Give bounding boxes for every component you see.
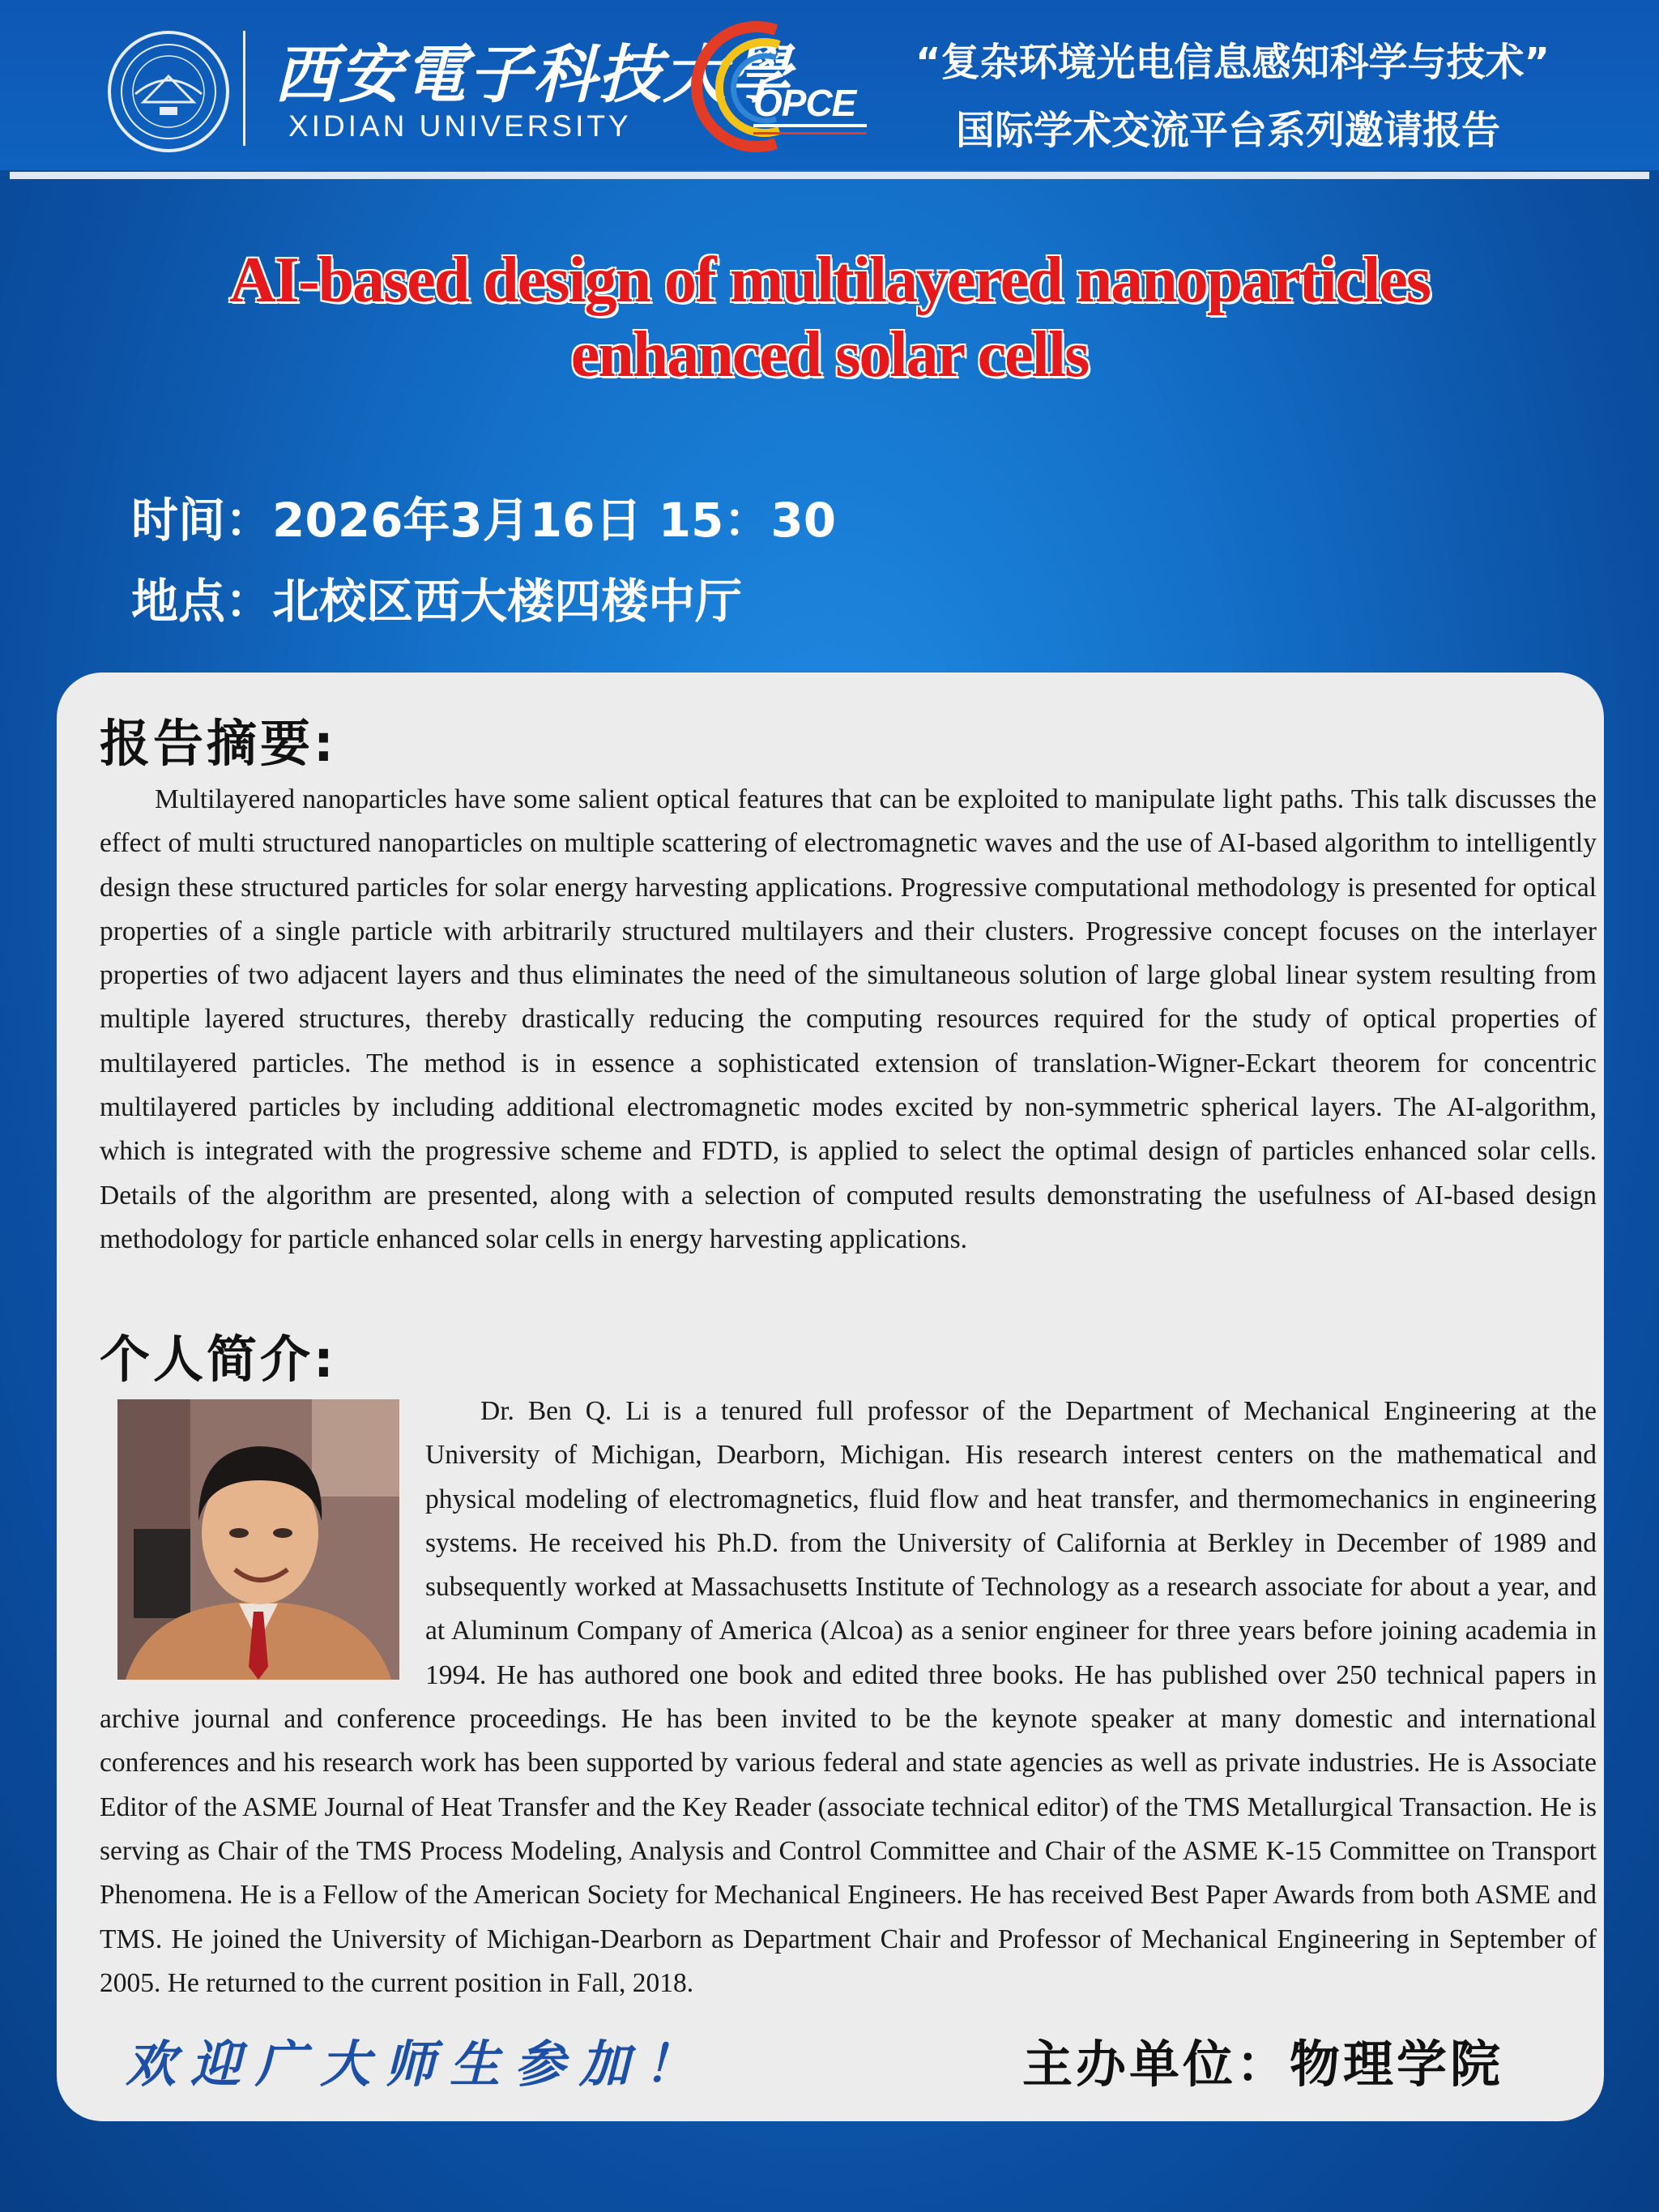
opce-logo <box>680 20 875 154</box>
platform-title-line1: “复杂环境光电信息感知科学与技术” <box>915 40 1550 85</box>
header-banner <box>0 0 1659 170</box>
talk-title-line2: enhanced solar cells <box>570 319 1089 391</box>
header-rule <box>10 172 1649 179</box>
talk-title-line1: AI-based design of multilayered nanoparticles <box>229 245 1430 316</box>
opce-logo-text: OPCE <box>753 82 856 124</box>
bio-text: Dr. Ben Q. Li is a tenured full professor of the Department of Mechanical Engineering at the University of Michigan, Dearborn, Michigan. His research interest centers on the mathematical and physical modeling of electromagnetics, fluid flow and heat transfer, and thermomechanics in engineering systems. He received his Ph.D. from the University of California at Berkley in December of 1989 and subsequently worked at Massachusetts Institute of Technology as a research associate for about a year, and at Aluminum Company of America (Alcoa) as a senior engineer for three years before joining academia in 1994. He has authored one book and edited three books. He has published over 250 technical papers in archive journal and conference proceedings. He has been invited to be the keynote speaker at many domestic and international conferences and his research work has been supported by various federal and state agencies as well as private industries. He is Associate Editor of the ASME Journal of Heat Transfer and the Key Reader (associate technical editor) of the TMS Metallurgical Transaction. He is serving as Chair of the TMS Process Modeling, Analysis and Control Committee and Chair of the ASME K-15 Committee on Transport Phenomena. He is a Fellow of the American Society for Mechanical Engineers. He has received Best Paper Awards from both ASME and TMS. He joined the University of Michigan-Dearborn as Department Chair and Professor of Mechanical Engineering in September of 2005. He returned to the current position in Fall, 2018. <box>100 1396 1597 1998</box>
bio-heading: 个人简介: <box>100 1330 337 1389</box>
university-name-cn: 西安電子科技大學 <box>274 38 793 112</box>
abstract-heading: 报告摘要: <box>100 714 337 773</box>
talk-title <box>0 243 1659 392</box>
speaker-photo <box>117 1399 399 1680</box>
platform-title-line2: 国际学术交流平台系列邀请报告 <box>956 108 1501 153</box>
welcome-slogan: 欢迎广大师生参加！ <box>126 2035 710 2094</box>
talk-location: 地点：北校区西大楼四楼中厅 <box>131 574 743 629</box>
talk-time: 时间：2026年3月16日 15：30 <box>131 493 837 548</box>
bio-section <box>100 1390 1597 2005</box>
university-name-en: XIDIAN UNIVERSITY <box>288 109 632 143</box>
speaker-portrait-icon <box>117 1399 399 1680</box>
abstract-text: Multilayered nanoparticles have some salient optical features that can be exploited to manipulate light paths. This talk discusses the effect of multi structured nanoparticles on multiple scattering of electromagnetic waves and the use of AI-based algorithm to intelligently design these structured particles for solar energy harvesting applications. Progressive computational methodology is presented for optical properties of a single particle with arbitrarily structured multilayers and their clusters. Progressive concept focuses on the interlayer properties of two adjacent layers and thus eliminates the need of the simultaneous solution of large global linear system resulting from multiple layered structures, thereby drastically reducing the computing resources required for the study of optical properties of multilayered particles. The method is in essence a sophisticated extension of translation-Wigner-Eckart theorem for concentric multilayered particles by including additional electromagnetic modes excited by non-symmetric spherical layers. The AI-algorithm, which is integrated with the progressive scheme and FDTD, is applied to select the optimal design of particles enhanced solar cells. Details of the algorithm are presented, along with a selection of computed results demonstrating the usefulness of AI-based design methodology for particle enhanced solar cells in energy harvesting applications. <box>100 784 1597 1254</box>
organizer: 主办单位：物理学院 <box>1022 2035 1504 2094</box>
university-seal-icon <box>108 31 229 152</box>
header-divider <box>243 31 245 146</box>
